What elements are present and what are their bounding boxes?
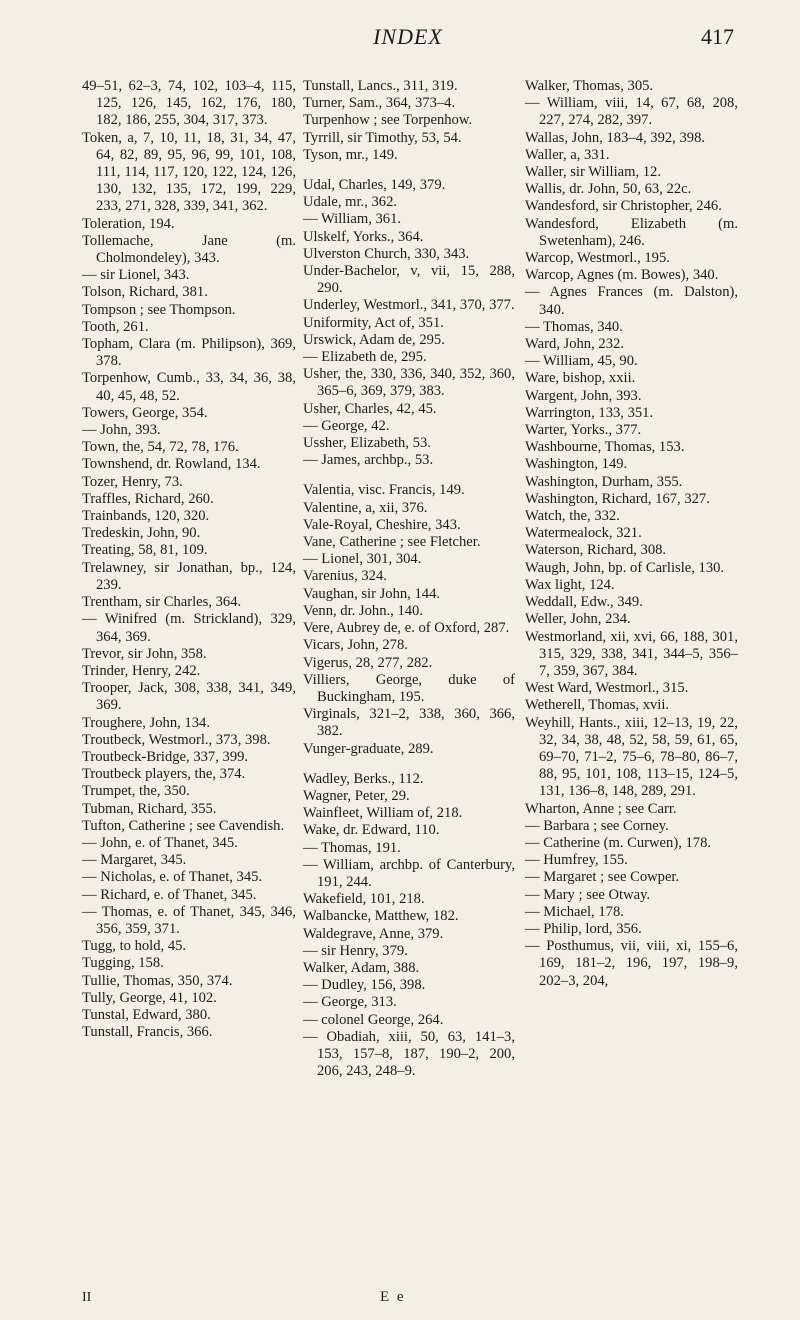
index-entry: — Margaret, 345.: [82, 852, 187, 869]
index-entry: Trinder, Henry, 242.: [82, 662, 201, 679]
index-entry: Wadley, Berks., 112.: [303, 770, 424, 787]
index-entry: Warcop, Westmorl., 195.: [525, 250, 670, 267]
index-entry: — James, archbp., 53.: [303, 452, 434, 469]
index-entry: Vicars, John, 278.: [303, 637, 408, 654]
index-entry: Wallas, John, 183–4, 392, 398.: [525, 129, 706, 146]
index-entry: Trumpet, the, 350.: [82, 783, 190, 800]
index-entry: — colonel George, 264.: [303, 1011, 444, 1028]
index-entry: Towers, George, 354.: [82, 404, 208, 421]
index-entry: Tubman, Richard, 355.: [82, 800, 217, 817]
index-entry: Walker, Thomas, 305.: [525, 78, 654, 94]
index-entry: Walker, Adam, 388.: [303, 959, 420, 976]
index-entry: Warter, Yorks., 377.: [525, 422, 642, 439]
index-entry: Trentham, sir Charles, 364.: [82, 594, 242, 611]
index-entry: Underley, Westmorl., 341, 370, 377.: [303, 297, 515, 314]
index-entry: Ulverston Church, 330, 343.: [303, 245, 470, 262]
index-entry: Waldegrave, Anne, 379.: [303, 925, 444, 942]
index-entry: Turner, Sam., 364, 373–4.: [303, 95, 456, 112]
index-entry: Usher, the, 330, 336, 340, 352, 360, 365–6, 369, 379, 383.: [303, 366, 515, 400]
index-entry: Washington, Richard, 167, 327.: [525, 490, 710, 507]
index-entry: — Thomas, 340.: [525, 318, 623, 335]
index-entry: — Lionel, 301, 304.: [303, 551, 422, 568]
index-entry: Token, a, 7, 10, 11, 18, 31, 34, 47, 64, 82, 89, 95, 96, 99, 101, 108, 111, 114, 117, 120, 122, 124, 126, 130, 132, 135, 172, 199, 229, 233, 271, 328, 339, 341, 362.: [82, 129, 296, 215]
index-entry: Trainbands, 120, 320.: [82, 508, 210, 525]
index-entry: Wandesford, Elizabeth (m. Swetenham), 246.: [525, 215, 738, 249]
index-entry: Warrington, 133, 351.: [525, 404, 654, 421]
index-entry: Weller, John, 234.: [525, 611, 631, 628]
index-entry: Tunstall, Lancs., 311, 319.: [303, 78, 458, 94]
index-entry: Warcop, Agnes (m. Bowes), 340.: [525, 267, 719, 284]
index-entry: Troughere, John, 134.: [82, 714, 210, 731]
index-entry: — George, 313.: [303, 994, 397, 1011]
index-entry: — Barbara ; see Corney.: [525, 817, 669, 834]
index-entry: Wallis, dr. John, 50, 63, 22c.: [525, 181, 692, 198]
index-entry: — Michael, 178.: [525, 903, 624, 920]
index-entry: Wax light, 124.: [525, 576, 615, 593]
index-entry: Tugging, 158.: [82, 955, 164, 972]
index-entry: — William, 45, 90.: [525, 353, 638, 370]
running-title: INDEX: [373, 24, 443, 49]
index-column-3: [525, 78, 738, 990]
index-entry: — John, 393.: [82, 422, 161, 439]
index-entry: — Dudley, 156, 398.: [303, 977, 426, 994]
index-entry: Trelawney, sir Jonathan, bp., 124, 239.: [82, 559, 296, 593]
index-entry: Valentia, visc. Francis, 149.: [303, 482, 465, 499]
index-entry: West Ward, Westmorl., 315.: [525, 680, 689, 697]
index-entry: Troutbeck-Bridge, 337, 399.: [82, 748, 249, 765]
index-entry: Trooper, Jack, 308, 338, 341, 349, 369.: [82, 680, 296, 714]
index-entry: Venn, dr. John., 140.: [303, 602, 423, 619]
index-entry: 49–51, 62–3, 74, 102, 103–4, 115, 125, 126, 145, 162, 176, 180, 182, 186, 255, 304, 317, 373.: [82, 78, 296, 129]
page-number: 417: [701, 24, 734, 49]
index-entry: Udale, mr., 362.: [303, 194, 398, 211]
index-entry: Tompson ; see Thompson.: [82, 301, 236, 318]
index-entry: Vere, Aubrey de, e. of Oxford, 287.: [303, 620, 510, 637]
index-entry: Udal, Charles, 149, 379.: [303, 177, 446, 194]
index-entry: Tyson, mr., 149.: [303, 146, 398, 163]
index-entry: Washbourne, Thomas, 153.: [525, 439, 685, 456]
index-columns: [82, 78, 738, 1288]
index-entry: Vigerus, 28, 277, 282.: [303, 654, 433, 671]
index-entry: Wainfleet, William of, 218.: [303, 805, 463, 822]
index-entry: — Obadiah, xiii, 50, 63, 141–3, 153, 157–8, 187, 190–2, 200, 206, 243, 248–9.: [303, 1028, 515, 1080]
index-entry: Virginals, 321–2, 338, 360, 366, 382.: [303, 706, 515, 740]
index-entry: Waller, sir William, 12.: [525, 164, 661, 181]
index-entry: Tozer, Henry, 73.: [82, 473, 183, 490]
gathering-mark: E e: [380, 1289, 406, 1305]
index-entry: Tyrrill, sir Timothy, 53, 54.: [303, 129, 462, 146]
index-entry: Tredeskin, John, 90.: [82, 525, 201, 542]
index-entry: Washington, 149.: [525, 456, 628, 473]
index-entry: Ware, bishop, xxii.: [525, 370, 636, 387]
index-column-1: [82, 78, 296, 1041]
signature-mark: II: [82, 1290, 92, 1305]
index-entry: — Philip, lord, 356.: [525, 920, 642, 937]
index-entry: — Margaret ; see Cowper.: [525, 869, 680, 886]
index-entry: — Thomas, 191.: [303, 839, 401, 856]
index-entry: Topham, Clara (m. Philipson), 369, 378.: [82, 336, 296, 370]
index-entry: — Thomas, e. of Thanet, 345, 346, 356, 359, 371.: [82, 903, 296, 937]
index-entry: Vane, Catherine ; see Fletcher.: [303, 534, 481, 551]
index-entry: Wetherell, Thomas, xvii.: [525, 697, 670, 714]
index-entry: Villiers, George, duke of Buckingham, 195.: [303, 671, 515, 705]
index-entry: Traffles, Richard, 260.: [82, 490, 214, 507]
index-entry: Wagner, Peter, 29.: [303, 787, 410, 804]
index-entry: Ulskelf, Yorks., 364.: [303, 228, 424, 245]
index-entry: Turpenhow ; see Torpenhow.: [303, 112, 473, 129]
index-entry: Treating, 58, 81, 109.: [82, 542, 208, 559]
index-entry: Watermealock, 321.: [525, 525, 642, 542]
page-header: [82, 22, 734, 54]
index-entry: — William, archbp. of Canterbury, 191, 244.: [303, 856, 515, 890]
index-entry: Toleration, 194.: [82, 215, 175, 232]
index-entry: — John, e. of Thanet, 345.: [82, 834, 238, 851]
index-entry: Watch, the, 332.: [525, 508, 620, 525]
index-entry: Weyhill, Hants., xiii, 12–13, 19, 22, 32, 34, 38, 48, 52, 58, 59, 61, 65, 69–70, 71–2, 75–6, 78–80, 86–7, 88, 95, 101, 108, 113–15, 124–5, 131, 136–8, 148, 289, 291.: [525, 714, 738, 800]
index-entry: Torpenhow, Cumb., 33, 34, 36, 38, 40, 45, 48, 52.: [82, 370, 296, 404]
index-entry: Under-Bachelor, v, vii, 15, 288, 290.: [303, 263, 515, 297]
index-entry: Trevor, sir John, 358.: [82, 645, 207, 662]
index-entry: Tunstal, Edward, 380.: [82, 1006, 211, 1023]
index-entry: Tullie, Thomas, 350, 374.: [82, 972, 233, 989]
index-entry: Usher, Charles, 42, 45.: [303, 400, 437, 417]
index-entry: Vale-Royal, Cheshire, 343.: [303, 516, 461, 533]
index-entry: — George, 42.: [303, 417, 390, 434]
index-entry: — Catherine (m. Curwen), 178.: [525, 834, 712, 851]
index-entry: Uniformity, Act of, 351.: [303, 314, 444, 331]
index-entry: Tufton, Catherine ; see Cavendish.: [82, 817, 285, 834]
index-entry: Weddall, Edw., 349.: [525, 594, 643, 611]
index-entry: Wargent, John, 393.: [525, 387, 642, 404]
index-entry: Tolson, Richard, 381.: [82, 284, 208, 301]
index-entry: — sir Lionel, 343.: [82, 267, 190, 284]
index-entry: — sir Henry, 379.: [303, 942, 408, 959]
index-entry: Townshend, dr. Rowland, 134.: [82, 456, 261, 473]
index-entry: Tugg, to hold, 45.: [82, 938, 187, 955]
index-entry: Valentine, a, xii, 376.: [303, 499, 428, 516]
index-entry: — Nicholas, e. of Thanet, 345.: [82, 869, 263, 886]
index-entry: — William, 361.: [303, 211, 402, 228]
index-entry: — Winifred (m. Strickland), 329, 364, 369.: [82, 611, 296, 645]
index-entry: — William, viii, 14, 67, 68, 208, 227, 274, 282, 397.: [525, 95, 738, 129]
index-entry: Urswick, Adam de, 295.: [303, 331, 445, 348]
index-entry: Wake, dr. Edward, 110.: [303, 822, 440, 839]
index-entry: — Elizabeth de, 295.: [303, 349, 427, 366]
index-entry: Tooth, 261.: [82, 318, 149, 335]
index-entry: Tunstall, Francis, 366.: [82, 1024, 213, 1041]
index-entry: Tully, George, 41, 102.: [82, 989, 217, 1006]
index-entry: Westmorland, xii, xvi, 66, 188, 301, 315, 329, 338, 341, 344–5, 356–7, 359, 367, 384.: [525, 628, 738, 679]
index-entry: — Mary ; see Otway.: [525, 886, 651, 903]
index-entry: Ward, John, 232.: [525, 336, 624, 353]
index-column-2: [303, 78, 515, 1080]
index-entry: Vunger-graduate, 289.: [303, 740, 434, 757]
index-entry: Waller, a, 331.: [525, 146, 610, 163]
index-entry: Washington, Durham, 355.: [525, 473, 683, 490]
index-entry: — Humfrey, 155.: [525, 852, 628, 869]
index-entry: Troutbeck players, the, 374.: [82, 766, 246, 783]
index-entry: Vaughan, sir John, 144.: [303, 585, 441, 602]
index-entry: Waterson, Richard, 308.: [525, 542, 667, 559]
index-entry: Town, the, 54, 72, 78, 176.: [82, 439, 239, 456]
index-entry: Ussher, Elizabeth, 53.: [303, 435, 431, 452]
index-entry: Wandesford, sir Christopher, 246.: [525, 198, 722, 215]
index-entry: — Richard, e. of Thanet, 345.: [82, 886, 257, 903]
index-entry: Troutbeck, Westmorl., 373, 398.: [82, 731, 271, 748]
index-entry: Tollemache, Jane (m. Cholmondeley), 343.: [82, 232, 296, 267]
index-entry: Varenius, 324.: [303, 568, 387, 585]
index-entry: — Posthumus, vii, viii, xi, 155–6, 169, 181–2, 196, 197, 198–9, 202–3, 204,: [525, 938, 738, 989]
index-entry: Wakefield, 101, 218.: [303, 891, 425, 908]
index-entry: Wharton, Anne ; see Carr.: [525, 800, 677, 817]
index-entry: — Agnes Frances (m. Dalston), 340.: [525, 284, 738, 318]
index-entry: Waugh, John, bp. of Carlisle, 130.: [525, 559, 725, 576]
index-entry: Walbancke, Matthew, 182.: [303, 908, 459, 925]
